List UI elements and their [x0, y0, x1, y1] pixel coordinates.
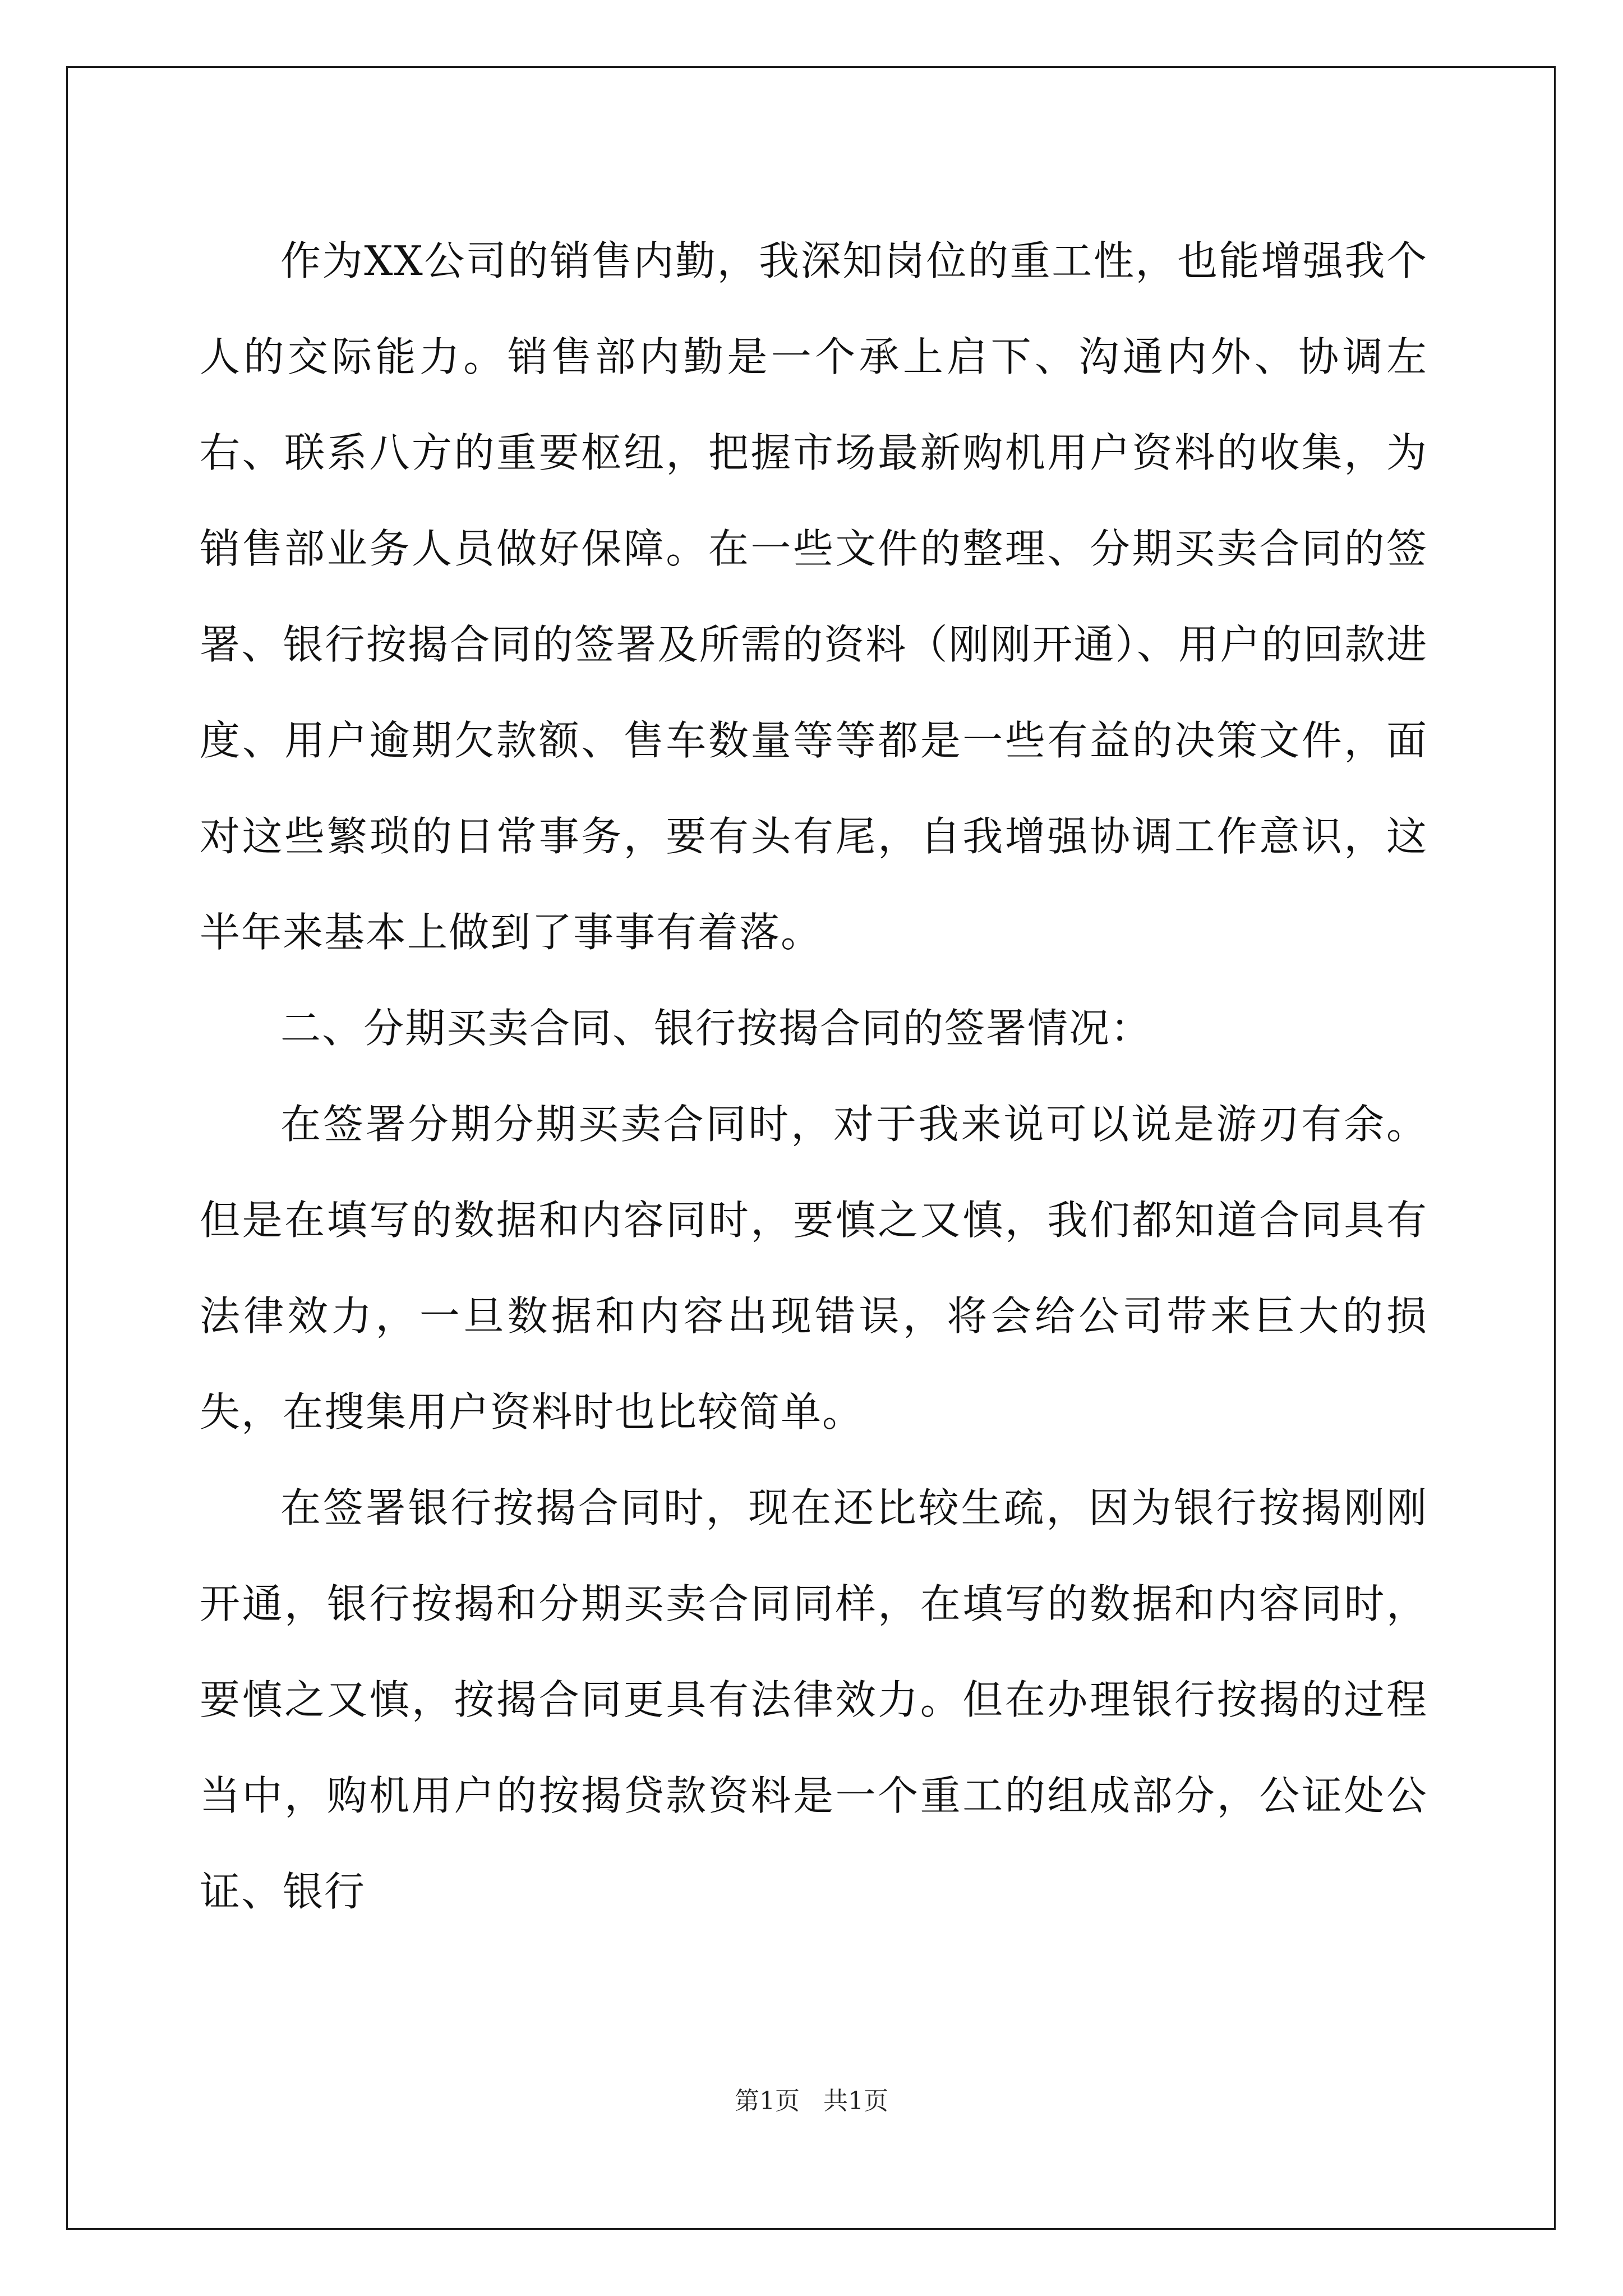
- paragraph-installment-contract: 在签署分期分期买卖合同时，对于我来说可以说是游刃有余。但是在填写的数据和内容同时，要慎之又慎，我们都知道合同具有法律效力，一旦数据和内容出现错误，将会给公司带来巨大的损失，在搜集用户资料时也比较简单。: [200, 1101, 1428, 1435]
- page-footer: [0, 2085, 1623, 2118]
- paragraph-bank-mortgage: 在签署银行按揭合同时，现在还比较生疏，因为银行按揭刚刚开通，银行按揭和分期买卖合同同样，在填写的数据和内容同时，要慎之又慎，按揭合同更具有法律效力。但在办理银行按揭的过程当中，购机用户的按揭贷款资料是一个重工的组成部分，公证处公证、银行: [200, 1484, 1428, 1915]
- document-body: [200, 213, 1428, 1940]
- paragraph-intro: 作为XX公司的销售内勤，我深知岗位的重工性，也能增强我个人的交际能力。销售部内勤是一个承上启下、沟通内外、协调左右、联系八方的重要枢纽，把握市场最新购机用户资料的收集，为销售部业务人员做好保障。在一些文件的整理、分期买卖合同的签署、银行按揭合同的签署及所需的资料（刚刚开通）、用户的回款进度、用户逾期欠款额、售车数量等等都是一些有益的决策文件，面对这些繁琐的日常事务，要有头有尾，自我增强协调工作意识，这半年来基本上做到了事事有着落。: [200, 237, 1428, 956]
- section-heading: 二、分期买卖合同、银行按揭合同的签署情况：: [280, 1005, 1152, 1052]
- page-number-current: 第1页: [735, 2087, 800, 2115]
- page-number-total: 共1页: [823, 2087, 888, 2115]
